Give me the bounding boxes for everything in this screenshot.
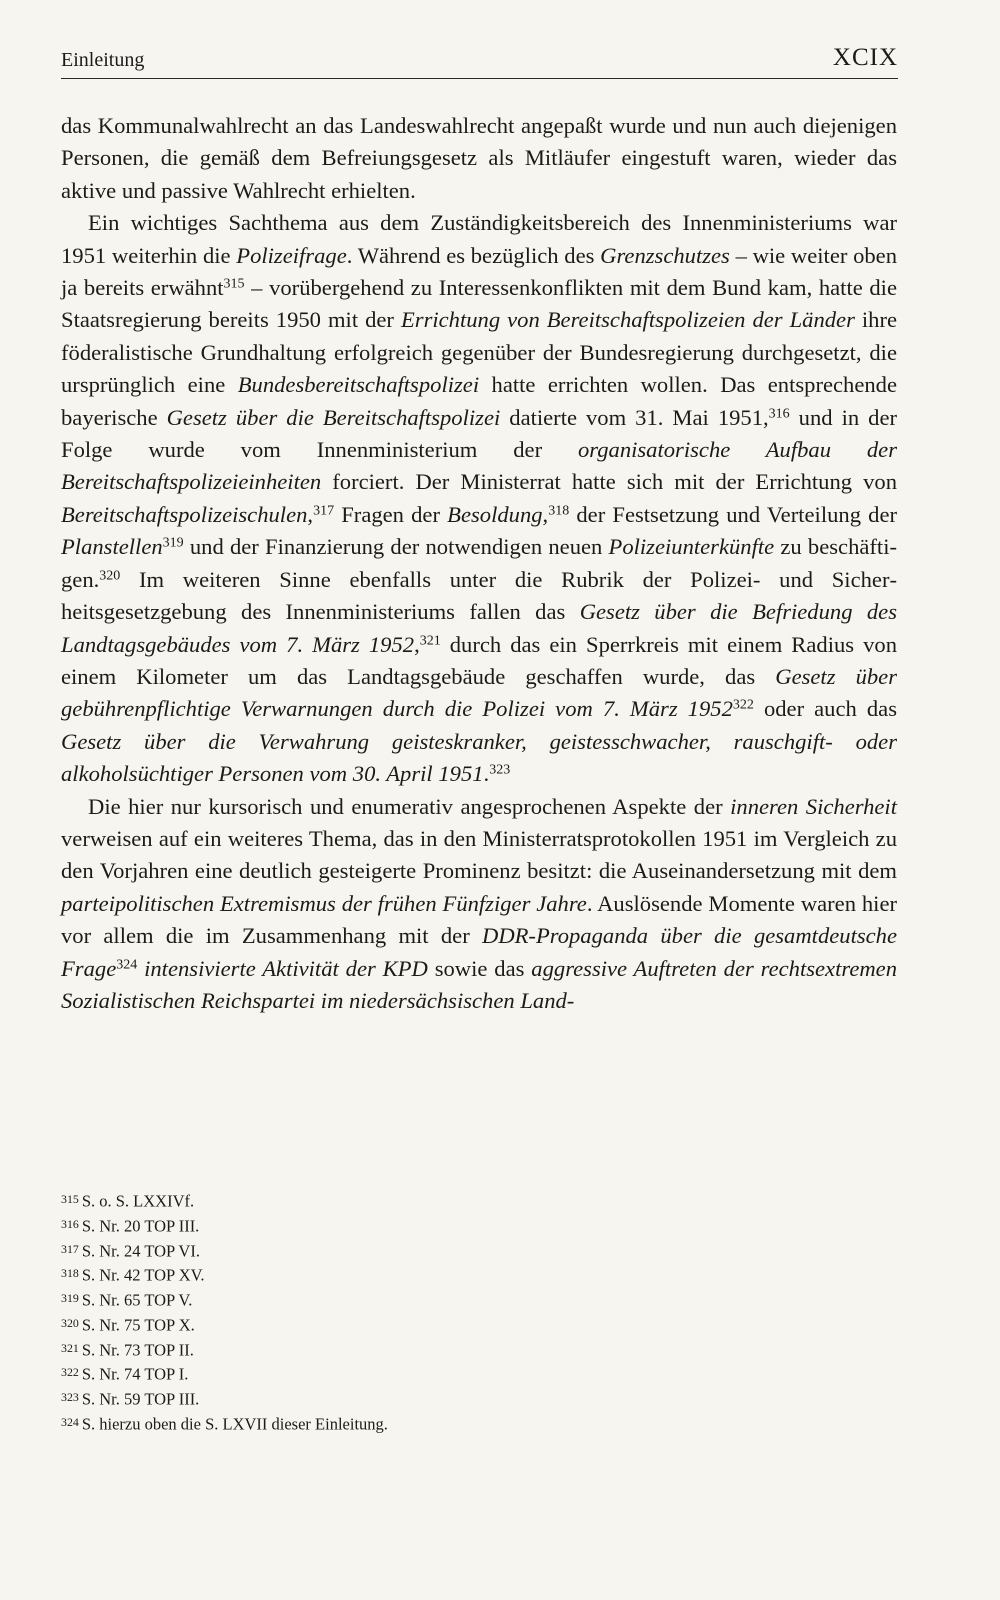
body-paragraph (61, 791, 897, 1018)
text-run: . Während es bezüglich des (346, 242, 601, 268)
emphasized-text: Gesetz über die Verwahrung geisteskranker, geistesschwacher, rauschgift- oder alkoholsüchtiger Personen vom 30. April 1951 (61, 728, 897, 787)
emphasized-text: Gesetz über die Befriedung des Landtagsgebäudes vom 7. März 1952 (61, 599, 898, 657)
footnote-text: S. Nr. 42 TOP XV. (81, 1265, 205, 1285)
emphasized-text: Grenzschutzes (600, 242, 730, 268)
text-run: zu beschäftigen. (61, 534, 897, 592)
text-run: Ein wichtiges Sachthema aus dem Zuständigkeitsbereich des Innenministeriums war 1951 weiterhin die (61, 210, 897, 268)
footnote-number: 322 (61, 1365, 79, 1380)
emphasized-text: organisatorische Aufbau der Bereitschaftspolizeieinheiten (61, 437, 897, 495)
footnote (61, 1188, 661, 1213)
footnote-text: S. Nr. 75 TOP X. (81, 1315, 195, 1335)
footnote-reference: 320 (99, 567, 121, 583)
section-title: Einleitung (61, 49, 145, 71)
text-run: – vorübergehend zu Interessenkonflikten mit dem Bund kam, hatte die Staatsregierung bereits 1950 mit der (61, 275, 897, 333)
emphasized-text: Gesetz über gebührenpflichtige Verwarnungen durch die Polizei vom 7. März 1952 (61, 663, 897, 722)
text-run: durch das ein Sperrkreis mit einem Radius von einem Kilometer um das Landtagsgebäude geschaffen wurde, das (61, 631, 897, 689)
text-run: , (542, 501, 549, 527)
text-run: , (414, 631, 420, 657)
footnote-number: 316 (61, 1216, 79, 1231)
text-run: datierte vom 31. Mai 1951, (500, 404, 769, 430)
footnote (61, 1386, 661, 1411)
footnote-text: S. o. S. LXXIVf. (81, 1191, 195, 1211)
footnote-text: S. Nr. 20 TOP III. (81, 1216, 200, 1236)
footnote-number: 317 (61, 1241, 79, 1256)
body-paragraph (61, 207, 897, 790)
body-paragraph (61, 110, 897, 207)
footnote-reference: 324 (116, 956, 138, 972)
footnote-text: S. hierzu oben die S. LXVII dieser Einleitung. (81, 1414, 388, 1434)
text-run: . (483, 761, 490, 787)
text-run: und der Finanzierung der notwendigen neuen (183, 534, 609, 560)
emphasized-text: Polizeiunterkünfte (608, 534, 775, 560)
footnote-text: S. Nr. 24 TOP VI. (81, 1241, 200, 1261)
footnote (61, 1361, 661, 1386)
footnote-number: 320 (61, 1315, 79, 1330)
text-run: . Auslösende Momente waren hier vor allem die im Zusammenhang mit der (61, 890, 897, 949)
emphasized-text: Bundesbereitschaftspolizei (237, 372, 480, 398)
footnote-number: 315 (61, 1192, 79, 1206)
footnote-reference: 321 (419, 632, 441, 648)
running-header (61, 44, 898, 79)
emphasized-text: intensivierte Aktivität der KPD (144, 955, 428, 981)
footnote-text: S. Nr. 59 TOP III. (81, 1389, 200, 1409)
text-run: Die hier nur kursorisch und enumerativ angesprochenen Aspekte der (88, 793, 731, 819)
text-run: Im weiteren Sinne ebenfalls unter die Rubrik der Polizei- und Sicherheitsgesetzgebung des Innenministeriums fallen das (61, 566, 897, 625)
footnote-reference: 315 (223, 276, 245, 292)
text-run: – wie weiter oben ja bereits erwähnt (61, 242, 898, 301)
footnote-reference: 318 (548, 503, 570, 519)
emphasized-text: Polizeifrage (236, 242, 347, 268)
body-text (61, 110, 897, 1017)
emphasized-text: DDR-Propaganda über die gesamtdeutsche Frage (61, 923, 897, 981)
footnote (61, 1287, 661, 1312)
emphasized-text: Gesetz über die Bereitschaftspolizei (166, 404, 501, 430)
footnote-reference: 322 (732, 697, 754, 713)
text-run: das Kommunalwahlrecht an das Landeswahlrecht angepaßt wurde und nun auch diejenigen Personen, die gemäß dem Befreiungsgesetz als Mitläufer eingestuft waren, wieder das aktive und passive Wahlrecht erhielten. (61, 113, 897, 203)
footnote (61, 1312, 661, 1337)
footnote-reference: 316 (768, 405, 790, 421)
footnote-reference: 317 (313, 503, 335, 519)
footnote (61, 1337, 661, 1362)
text-run: verweisen auf ein weiteres Thema, das in den Ministerratsprotokollen 1951 im Vergleich zu den Vorjahren eine deutlich gesteigerte Prominenz besitzt: die Auseinandersetzung mit dem (61, 825, 897, 884)
footnote (61, 1262, 661, 1287)
text-run: sowie das (427, 955, 532, 981)
emphasized-text: inneren Sicherheit (730, 793, 897, 819)
footnote-number: 319 (61, 1291, 79, 1306)
text-run: hatte errichten wollen. Das entsprechende bayerische (61, 372, 897, 430)
footnote-reference: 323 (489, 762, 511, 778)
emphasized-text: parteipolitischen Extremismus der frühen Fünfziger Jahre (61, 890, 587, 916)
footnote (61, 1213, 661, 1238)
emphasized-text: Planstellen (61, 534, 163, 560)
footnote-number: 318 (61, 1266, 79, 1281)
emphasized-text: Errichtung von Bereitschaftspolizeien der Länder (400, 307, 855, 333)
footnote-number: 324 (61, 1414, 79, 1429)
page-number: XCIX (832, 44, 898, 71)
footnote-text: S. Nr. 74 TOP I. (81, 1364, 189, 1384)
footnote (61, 1411, 661, 1436)
text-run: forciert. Der Ministerrat hatte sich mit der Errichtung von (321, 469, 897, 495)
emphasized-text: aggressive Auftreten der rechtsextremen Sozialistischen Reichspartei im niedersächsischen Land- (61, 955, 897, 1013)
emphasized-text: Bereitschaftspolizeischulen (61, 501, 308, 527)
footnote-text: S. Nr. 73 TOP II. (81, 1340, 194, 1360)
footnotes (61, 1188, 661, 1436)
footnote-number: 323 (61, 1390, 79, 1405)
emphasized-text: Besoldung (447, 501, 543, 527)
text-run: der Festsetzung und Verteilung der (569, 501, 897, 527)
text-run: , (307, 501, 314, 527)
footnote (61, 1238, 661, 1263)
footnote-number: 321 (61, 1340, 79, 1355)
footnote-text: S. Nr. 65 TOP V. (81, 1290, 193, 1310)
text-run: und in der Folge wurde vom Innenministerium der (61, 404, 898, 463)
text-run: Fragen der (334, 501, 448, 527)
text-run: oder auch das (753, 696, 897, 722)
text-run: ihre föderalistische Grundhaltung erfolgreich gegenüber der Bundesregierung durchgesetzt, die ursprünglich eine (61, 307, 898, 398)
footnote-reference: 319 (162, 535, 184, 551)
